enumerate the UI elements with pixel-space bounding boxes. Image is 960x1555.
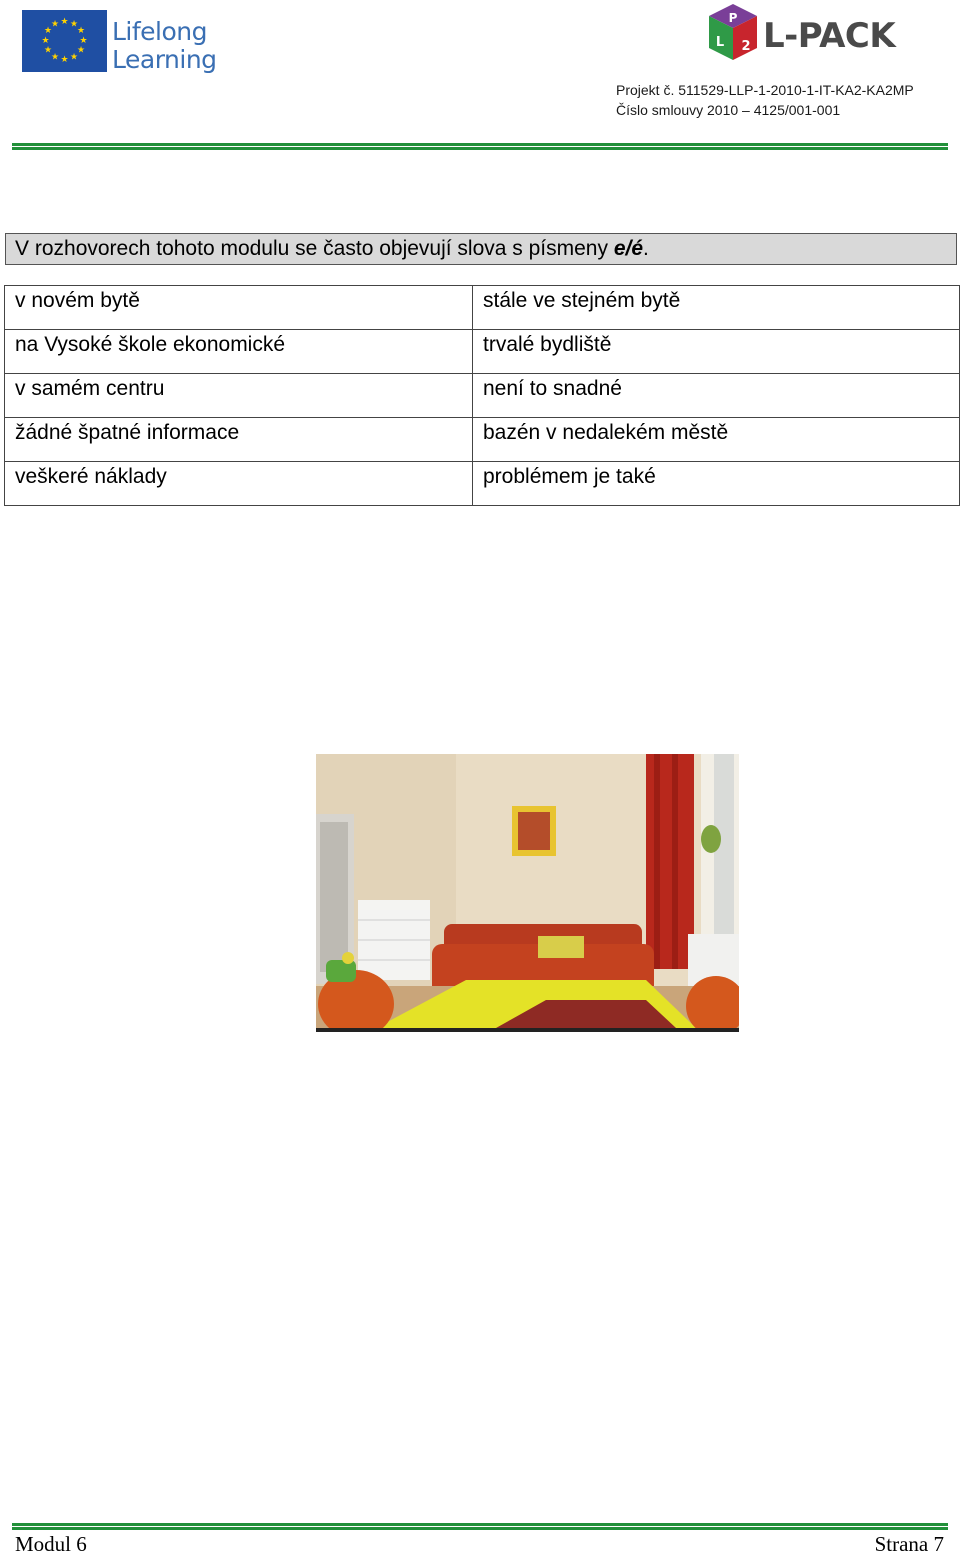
lifelong-learning-text [112,18,217,74]
eu-flag-icon [22,10,107,72]
table-cell: v novém bytě [5,286,473,330]
svg-text:★: ★ [69,52,79,63]
footer-module: Modul 6 [15,1532,87,1555]
lifelong-learning-logo [22,10,222,82]
svg-text:★: ★ [60,55,69,65]
svg-text:★: ★ [43,45,53,56]
living-room-photo [316,754,739,1032]
lifelong-line: Lifelong [112,17,208,46]
footer-page-number: Strana 7 [874,1532,944,1555]
intro-period: . [643,237,649,260]
table-cell: stále ve stejném bytě [473,286,960,330]
svg-text:★: ★ [76,45,86,56]
svg-text:★: ★ [43,26,53,36]
contract-number: Číslo smlouvy 2010 – 4125/001-001 [616,102,841,118]
table-row [5,330,960,374]
table-cell: bazén v nedalekém městě [473,418,960,462]
living-room-image [316,754,739,1028]
svg-text:★: ★ [50,52,60,63]
svg-text:★: ★ [76,26,86,36]
intro-text: V rozhovorech tohoto modulu se často objevují slova s písmeny [15,237,614,260]
table-cell: na Vysoké škole ekonomické [5,330,473,374]
svg-text:★: ★ [41,36,50,46]
cube-icon [703,2,763,64]
cube-letter-l: L [715,35,725,50]
table-cell: trvalé bydliště [473,330,960,374]
header-rule [12,143,948,151]
word-table [4,285,960,506]
lpack-text: L-PACK [763,16,896,56]
footer-rule [12,1523,948,1531]
project-info [616,80,914,120]
table-cell: veškeré náklady [5,462,473,506]
table-row [5,286,960,330]
svg-text:★: ★ [60,17,69,27]
table-row [5,418,960,462]
project-number: Projekt č. 511529-LLP-1-2010-1-IT-KA2-KA2MP [616,82,914,98]
svg-text:★: ★ [79,36,88,46]
table-row [5,374,960,418]
table-cell: není to snadné [473,374,960,418]
svg-text:★: ★ [69,19,79,30]
table-cell: žádné špatné informace [5,418,473,462]
table-cell: v samém centru [5,374,473,418]
lpack-logo [703,2,918,68]
cube-letter-p: P [728,11,738,25]
table-cell: problémem je také [473,462,960,506]
intro-emphasis: e/é [613,237,644,260]
learning-line: Learning [112,45,217,74]
cube-letter-2: 2 [741,39,751,54]
table-row [5,462,960,506]
intro-box [5,233,957,265]
svg-text:★: ★ [50,19,60,30]
